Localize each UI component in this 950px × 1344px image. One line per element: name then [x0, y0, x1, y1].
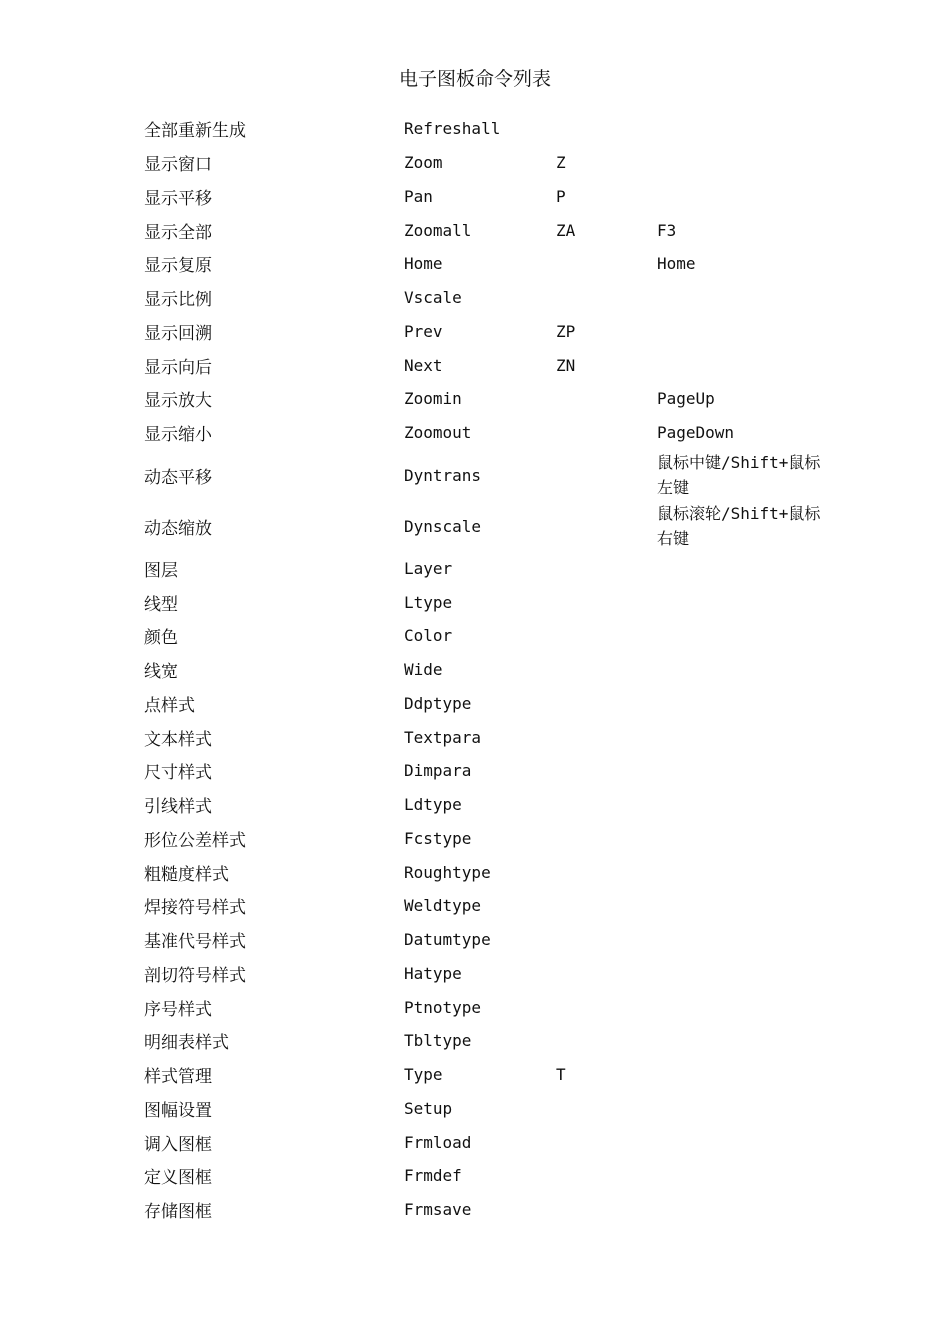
command-name: 引线样式 [144, 797, 212, 818]
command-code: Layer [404, 558, 453, 578]
command-name: 显示缩小 [144, 425, 212, 446]
command-code: Dyntrans [404, 465, 482, 485]
command-name: 尺寸样式 [144, 763, 212, 784]
table-row [144, 990, 844, 1024]
command-code: Color [404, 626, 453, 646]
table-row [144, 788, 844, 822]
table-row [144, 855, 844, 889]
command-code: Ptnotype [404, 997, 482, 1017]
command-code: Frmload [404, 1132, 472, 1152]
table-row [144, 213, 844, 247]
command-name: 调入图框 [144, 1134, 212, 1155]
command-code: Refreshall [404, 119, 501, 139]
table-row [144, 146, 844, 180]
table-row [144, 889, 844, 923]
table-row [144, 822, 844, 856]
command-name: 显示平移 [144, 188, 212, 209]
command-name: 序号样式 [144, 999, 212, 1020]
table-row [144, 923, 844, 957]
command-name: 动态缩放 [144, 518, 212, 539]
command-table [144, 112, 844, 1227]
command-code: Vscale [404, 288, 462, 308]
command-name: 定义图框 [144, 1168, 212, 1189]
command-name: 图层 [144, 560, 178, 581]
command-code: Ddptype [404, 693, 472, 713]
table-row [144, 653, 844, 687]
command-name: 存储图框 [144, 1202, 212, 1223]
table-row [144, 1125, 844, 1159]
command-shortcut: Home [657, 254, 696, 274]
page-title: 电子图板命令列表 [398, 68, 551, 90]
command-name: 明细表样式 [144, 1033, 229, 1054]
table-row [144, 247, 844, 281]
command-code: Weldtype [404, 896, 482, 916]
command-code: Setup [404, 1098, 453, 1118]
command-name: 点样式 [144, 695, 195, 716]
command-alias: ZA [556, 220, 576, 240]
command-code: Textpara [404, 727, 482, 747]
command-code: Ltype [404, 592, 453, 612]
table-row [144, 957, 844, 991]
command-name: 文本样式 [144, 729, 212, 750]
table-row [144, 112, 844, 146]
table-row [144, 315, 844, 349]
command-shortcut: 鼠标中键/Shift+鼠标左键 [657, 453, 821, 497]
command-name: 显示全部 [144, 222, 212, 243]
command-alias: ZP [556, 321, 576, 341]
command-name: 线型 [144, 594, 178, 615]
command-name: 形位公差样式 [144, 830, 246, 851]
table-row [144, 687, 844, 721]
command-name: 显示复原 [144, 256, 212, 277]
command-code: Type [404, 1065, 443, 1085]
command-name: 显示回溯 [144, 323, 212, 344]
table-row [144, 382, 844, 416]
command-code: Frmdef [404, 1166, 462, 1186]
command-code: Wide [404, 660, 443, 680]
command-code: Hatype [404, 963, 462, 983]
command-code: Ldtype [404, 795, 462, 815]
table-row [144, 619, 844, 653]
table-row [144, 1193, 844, 1227]
command-code: Pan [404, 186, 433, 206]
command-name: 焊接符号样式 [144, 898, 246, 919]
command-shortcut: 鼠标滚轮/Shift+鼠标右键 [657, 504, 821, 548]
command-name: 显示向后 [144, 357, 212, 378]
command-alias: ZN [556, 355, 576, 375]
table-row [144, 416, 844, 450]
table-row [144, 1058, 844, 1092]
command-name: 样式管理 [144, 1067, 212, 1088]
command-name: 颜色 [144, 628, 178, 649]
table-row [144, 450, 844, 501]
command-shortcut: PageDown [657, 423, 735, 443]
table-row [144, 1159, 844, 1193]
table-row [144, 348, 844, 382]
command-shortcut: F3 [657, 220, 677, 240]
command-name: 剖切符号样式 [144, 965, 246, 986]
command-code: Zoomout [404, 423, 472, 443]
command-name: 粗糙度样式 [144, 864, 229, 885]
command-code: Fcstype [404, 828, 472, 848]
command-code: Zoomin [404, 389, 462, 409]
command-name: 线宽 [144, 662, 178, 683]
command-name: 图幅设置 [144, 1100, 212, 1121]
command-name: 显示比例 [144, 290, 212, 311]
table-row [144, 585, 844, 619]
table-row [144, 552, 844, 586]
command-code: Datumtype [404, 930, 491, 950]
table-row [144, 754, 844, 788]
command-name: 显示窗口 [144, 155, 212, 176]
command-alias: Z [556, 153, 566, 173]
command-name: 全部重新生成 [144, 121, 246, 142]
command-code: Dynscale [404, 516, 482, 536]
table-row [144, 180, 844, 214]
command-shortcut: PageUp [657, 389, 715, 409]
command-code: Home [404, 254, 443, 274]
table-row [144, 720, 844, 754]
table-row [144, 501, 844, 552]
command-code: Prev [404, 321, 443, 341]
command-name: 基准代号样式 [144, 932, 246, 953]
table-row [144, 1024, 844, 1058]
command-code: Dimpara [404, 761, 472, 781]
command-code: Frmsave [404, 1200, 472, 1220]
command-code: Zoom [404, 153, 443, 173]
command-name: 动态平移 [144, 467, 212, 488]
command-alias: P [556, 186, 566, 206]
command-code: Roughtype [404, 862, 491, 882]
table-row [144, 281, 844, 315]
table-row [144, 1092, 844, 1126]
command-code: Tbltype [404, 1031, 472, 1051]
command-alias: T [556, 1065, 566, 1085]
command-name: 显示放大 [144, 391, 212, 412]
command-code: Next [404, 355, 443, 375]
command-code: Zoomall [404, 220, 472, 240]
